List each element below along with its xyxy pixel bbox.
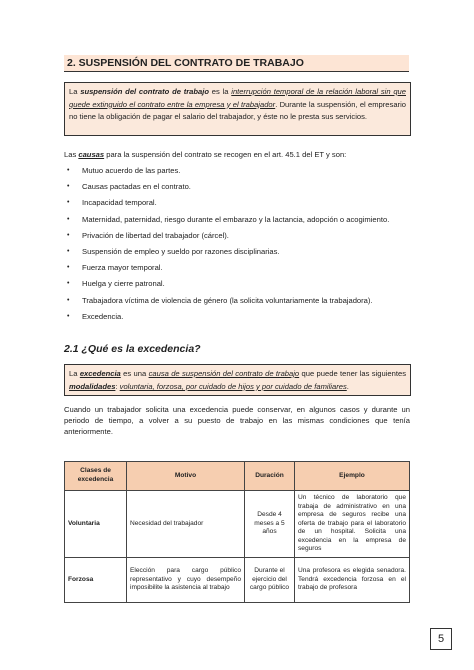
table-row bbox=[65, 491, 410, 558]
bullet-icon: • bbox=[67, 312, 70, 320]
causes-list bbox=[64, 165, 410, 327]
cause-text: Maternidad, paternidad, riesgo durante el embarazo y la lactancia, adopción o acogimiento. bbox=[82, 214, 390, 224]
cell-duracion: Durante el ejercicio del cargo público bbox=[245, 558, 295, 603]
list-item bbox=[64, 197, 410, 208]
cell-motivo: Elección para cargo público representativo y cuyo desempeño imposibilite la asistencia al trabajo bbox=[127, 558, 245, 603]
bullet-icon: • bbox=[67, 215, 70, 223]
cause-text: Causas pactadas en el contrato. bbox=[82, 182, 191, 192]
excedencia-text-5: . bbox=[346, 381, 349, 391]
list-item bbox=[64, 311, 410, 322]
cause-text: Suspensión de empleo y sueldo por razones disciplinarias. bbox=[82, 246, 280, 256]
list-item bbox=[64, 295, 410, 306]
header-motivo: Motivo bbox=[127, 462, 245, 491]
definition-box bbox=[64, 82, 411, 136]
modalidades-list: voluntaria, forzosa, por cuidado de hijos y por cuidado de familiares bbox=[119, 381, 347, 391]
cell-tipo: Voluntaria bbox=[65, 491, 127, 558]
modalidades-term: modalidades bbox=[69, 381, 116, 391]
definition-text-3: . Durante la suspensión, el empresario no tiene la obligación de pagar el salario del trabajador, y éste no le presta sus servicios. bbox=[69, 99, 406, 122]
bullet-icon: • bbox=[67, 264, 70, 272]
bullet-icon: • bbox=[67, 199, 70, 207]
definition-text-1: La bbox=[69, 87, 81, 96]
definition-meaning: interrupción temporal de la relación laboral sin que quede extinguido el contrato entre la empresa y el trabajador bbox=[69, 87, 406, 109]
cell-ejemplo: Un técnico de laboratorio que trabaja de administrativo en una empresa de seguros recibe una oferta de trabajo para el laboratorio de un hospital. Solicita una excedencia en la empresa de seguros bbox=[295, 491, 410, 558]
excedencia-box bbox=[64, 364, 411, 396]
list-item bbox=[64, 165, 410, 176]
list-item bbox=[64, 230, 410, 241]
page-number: 5 bbox=[430, 628, 452, 650]
table-header-row bbox=[65, 462, 410, 491]
bullet-icon: • bbox=[67, 231, 70, 239]
excedencia-text-3: que puede tener las siguientes bbox=[299, 369, 406, 378]
causes-intro bbox=[64, 149, 410, 160]
cause-text: Incapacidad temporal. bbox=[82, 198, 157, 208]
cause-text: Mutuo acuerdo de las partes. bbox=[82, 166, 181, 175]
header-clases: Clases de excedencia bbox=[65, 462, 127, 491]
excedencia-table bbox=[64, 461, 410, 603]
cell-duracion: Desde 4 meses a 5 años bbox=[245, 491, 295, 558]
cause-text: Trabajadora víctima de violencia de género (la solicita voluntariamente la trabajadora). bbox=[82, 295, 373, 305]
bullet-icon: • bbox=[67, 247, 70, 255]
cell-motivo: Necesidad del trabajador bbox=[127, 491, 245, 558]
conservation-paragraph: Cuando un trabajador solicita una excedencia puede conservar, en algunos casos y durante un periodo de tiempo, a volver a su puesto de trabajo en las mismas condiciones que tenía anteriormente. bbox=[64, 405, 410, 436]
table-row bbox=[65, 558, 410, 603]
list-item bbox=[64, 214, 410, 225]
bullet-icon: • bbox=[67, 167, 70, 174]
causes-intro-text-2: para la suspensión del contrato se recogen en el art. 45.1 del ET y son: bbox=[104, 150, 347, 159]
causes-term: causas bbox=[78, 150, 105, 159]
cause-text: Fuerza mayor temporal. bbox=[82, 263, 163, 273]
section-title: 2. SUSPENSIÓN DEL CONTRATO DE TRABAJO bbox=[64, 55, 409, 72]
list-item bbox=[64, 181, 410, 192]
excedencia-text-4: : bbox=[115, 381, 120, 391]
list-item bbox=[64, 278, 410, 289]
cell-tipo: Forzosa bbox=[65, 558, 127, 603]
definition-term: suspensión del contrato de trabajo bbox=[80, 87, 210, 96]
excedencia-term: excedencia bbox=[79, 369, 121, 378]
header-duracion: Duración bbox=[245, 462, 295, 491]
cell-ejemplo: Una profesora es elegida senadora. Tendrá excedencia forzosa en el trabajo de profesora bbox=[295, 558, 410, 603]
excedencia-meaning: causa de suspensión del contrato de trabajo bbox=[148, 369, 300, 378]
definition-text-2: es la bbox=[209, 87, 232, 96]
cause-text: Privación de libertad del trabajador (cárcel). bbox=[82, 230, 229, 240]
bullet-icon: • bbox=[67, 183, 70, 191]
header-ejemplo: Ejemplo bbox=[295, 462, 410, 491]
list-item bbox=[64, 246, 410, 257]
causes-intro-text-1: Las bbox=[64, 150, 79, 159]
cause-text: Huelga y cierre patronal. bbox=[82, 279, 165, 289]
cause-text: Excedencia. bbox=[82, 311, 124, 321]
bullet-icon: • bbox=[67, 296, 70, 304]
bullet-icon: • bbox=[67, 280, 70, 288]
list-item bbox=[64, 262, 410, 273]
subsection-title: 2.1 ¿Qué es la excedencia? bbox=[64, 343, 201, 355]
excedencia-text-2: es una bbox=[120, 369, 149, 378]
excedencia-text-1: La bbox=[69, 369, 80, 378]
